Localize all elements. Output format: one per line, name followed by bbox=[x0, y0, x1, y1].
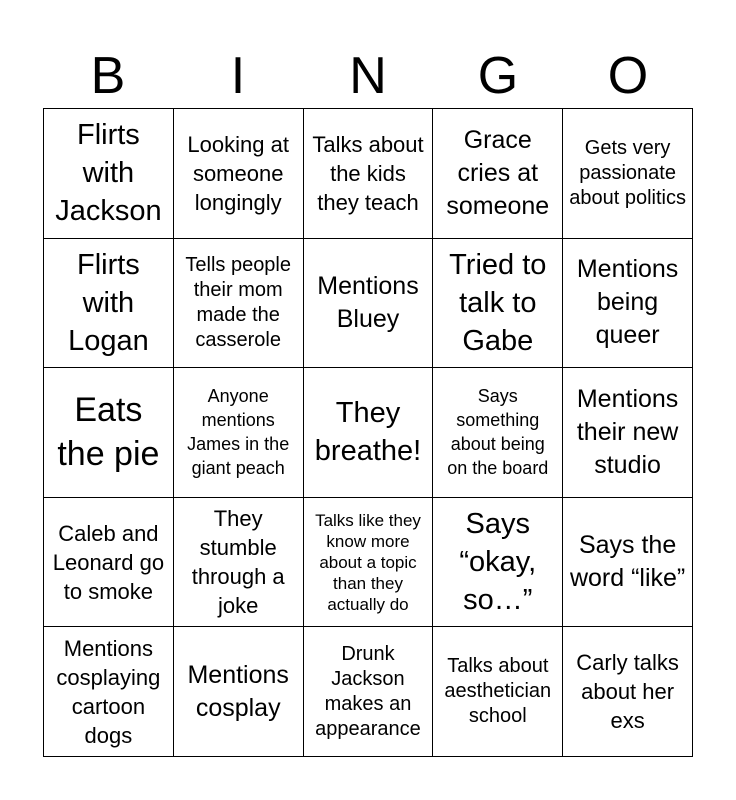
cell-text: Mentions being queer bbox=[576, 255, 679, 350]
bingo-cell[interactable] bbox=[433, 109, 563, 239]
cell-text: Flirts with Logan bbox=[68, 248, 149, 357]
bingo-cell[interactable] bbox=[563, 239, 693, 369]
bingo-cell[interactable] bbox=[433, 627, 563, 757]
cell-text: Carly talks about her exs bbox=[576, 650, 679, 734]
bingo-cell[interactable] bbox=[433, 498, 563, 628]
cell-text: Flirts with Jackson bbox=[55, 119, 162, 228]
bingo-cell[interactable] bbox=[44, 368, 174, 498]
bingo-cell[interactable] bbox=[304, 239, 434, 369]
cell-text: Looking at someone longingly bbox=[187, 131, 289, 215]
cell-text: Anyone mentions James in the giant peach bbox=[187, 386, 290, 479]
header-letter-o: O bbox=[607, 47, 649, 105]
bingo-cell[interactable] bbox=[304, 368, 434, 498]
bingo-cell[interactable] bbox=[44, 109, 174, 239]
bingo-cell[interactable] bbox=[304, 627, 434, 757]
bingo-cell[interactable] bbox=[304, 109, 434, 239]
header-letter-g: G bbox=[477, 47, 519, 105]
bingo-cell[interactable] bbox=[563, 498, 693, 628]
cell-text: Gets very passionate about politics bbox=[569, 136, 686, 209]
cell-text: Says something about being on the board bbox=[447, 386, 549, 479]
header-letter-i: I bbox=[230, 47, 246, 105]
cell-text: Tried to talk to Gabe bbox=[449, 248, 547, 357]
bingo-cell[interactable] bbox=[44, 239, 174, 369]
bingo-cell[interactable] bbox=[433, 368, 563, 498]
bingo-cell[interactable] bbox=[174, 109, 304, 239]
cell-text: They stumble through a joke bbox=[191, 506, 285, 619]
cell-text: Mentions their new studio bbox=[576, 384, 679, 479]
bingo-cell[interactable] bbox=[563, 109, 693, 239]
cell-text: Talks about the kids they teach bbox=[312, 131, 424, 215]
bingo-cell[interactable] bbox=[44, 627, 174, 757]
bingo-cell[interactable] bbox=[174, 368, 304, 498]
cell-text: Mentions cosplay bbox=[187, 660, 289, 722]
cell-text: Drunk Jackson makes an appearance bbox=[315, 642, 421, 740]
header-letter-n: N bbox=[349, 47, 387, 105]
bingo-grid bbox=[43, 108, 693, 757]
cell-text: They breathe! bbox=[314, 397, 422, 468]
bingo-cell[interactable] bbox=[44, 498, 174, 628]
cell-text: Talks about aesthetician school bbox=[444, 655, 552, 728]
cell-text: Eats the pie bbox=[57, 391, 160, 474]
bingo-cell[interactable] bbox=[563, 627, 693, 757]
bingo-cell[interactable] bbox=[174, 627, 304, 757]
cell-text: Says the word “like” bbox=[569, 531, 686, 593]
cell-text: Mentions Bluey bbox=[317, 271, 419, 333]
cell-text: Talks like they know more about a topic than they actually do bbox=[315, 510, 421, 614]
cell-text: Tells people their mom made the casserole bbox=[185, 253, 291, 351]
cell-text: Caleb and Leonard go to smoke bbox=[52, 520, 165, 604]
bingo-cell[interactable] bbox=[174, 239, 304, 369]
bingo-header bbox=[43, 48, 693, 104]
cell-text: Grace cries at someone bbox=[446, 125, 550, 220]
cell-text: Says “okay, so…” bbox=[459, 508, 537, 617]
bingo-cell[interactable] bbox=[174, 498, 304, 628]
bingo-cell[interactable] bbox=[433, 239, 563, 369]
bingo-cell[interactable] bbox=[304, 498, 434, 628]
bingo-cell[interactable] bbox=[563, 368, 693, 498]
header-letter-b: B bbox=[90, 47, 126, 105]
cell-text: Mentions cosplaying cartoon dogs bbox=[56, 635, 161, 748]
